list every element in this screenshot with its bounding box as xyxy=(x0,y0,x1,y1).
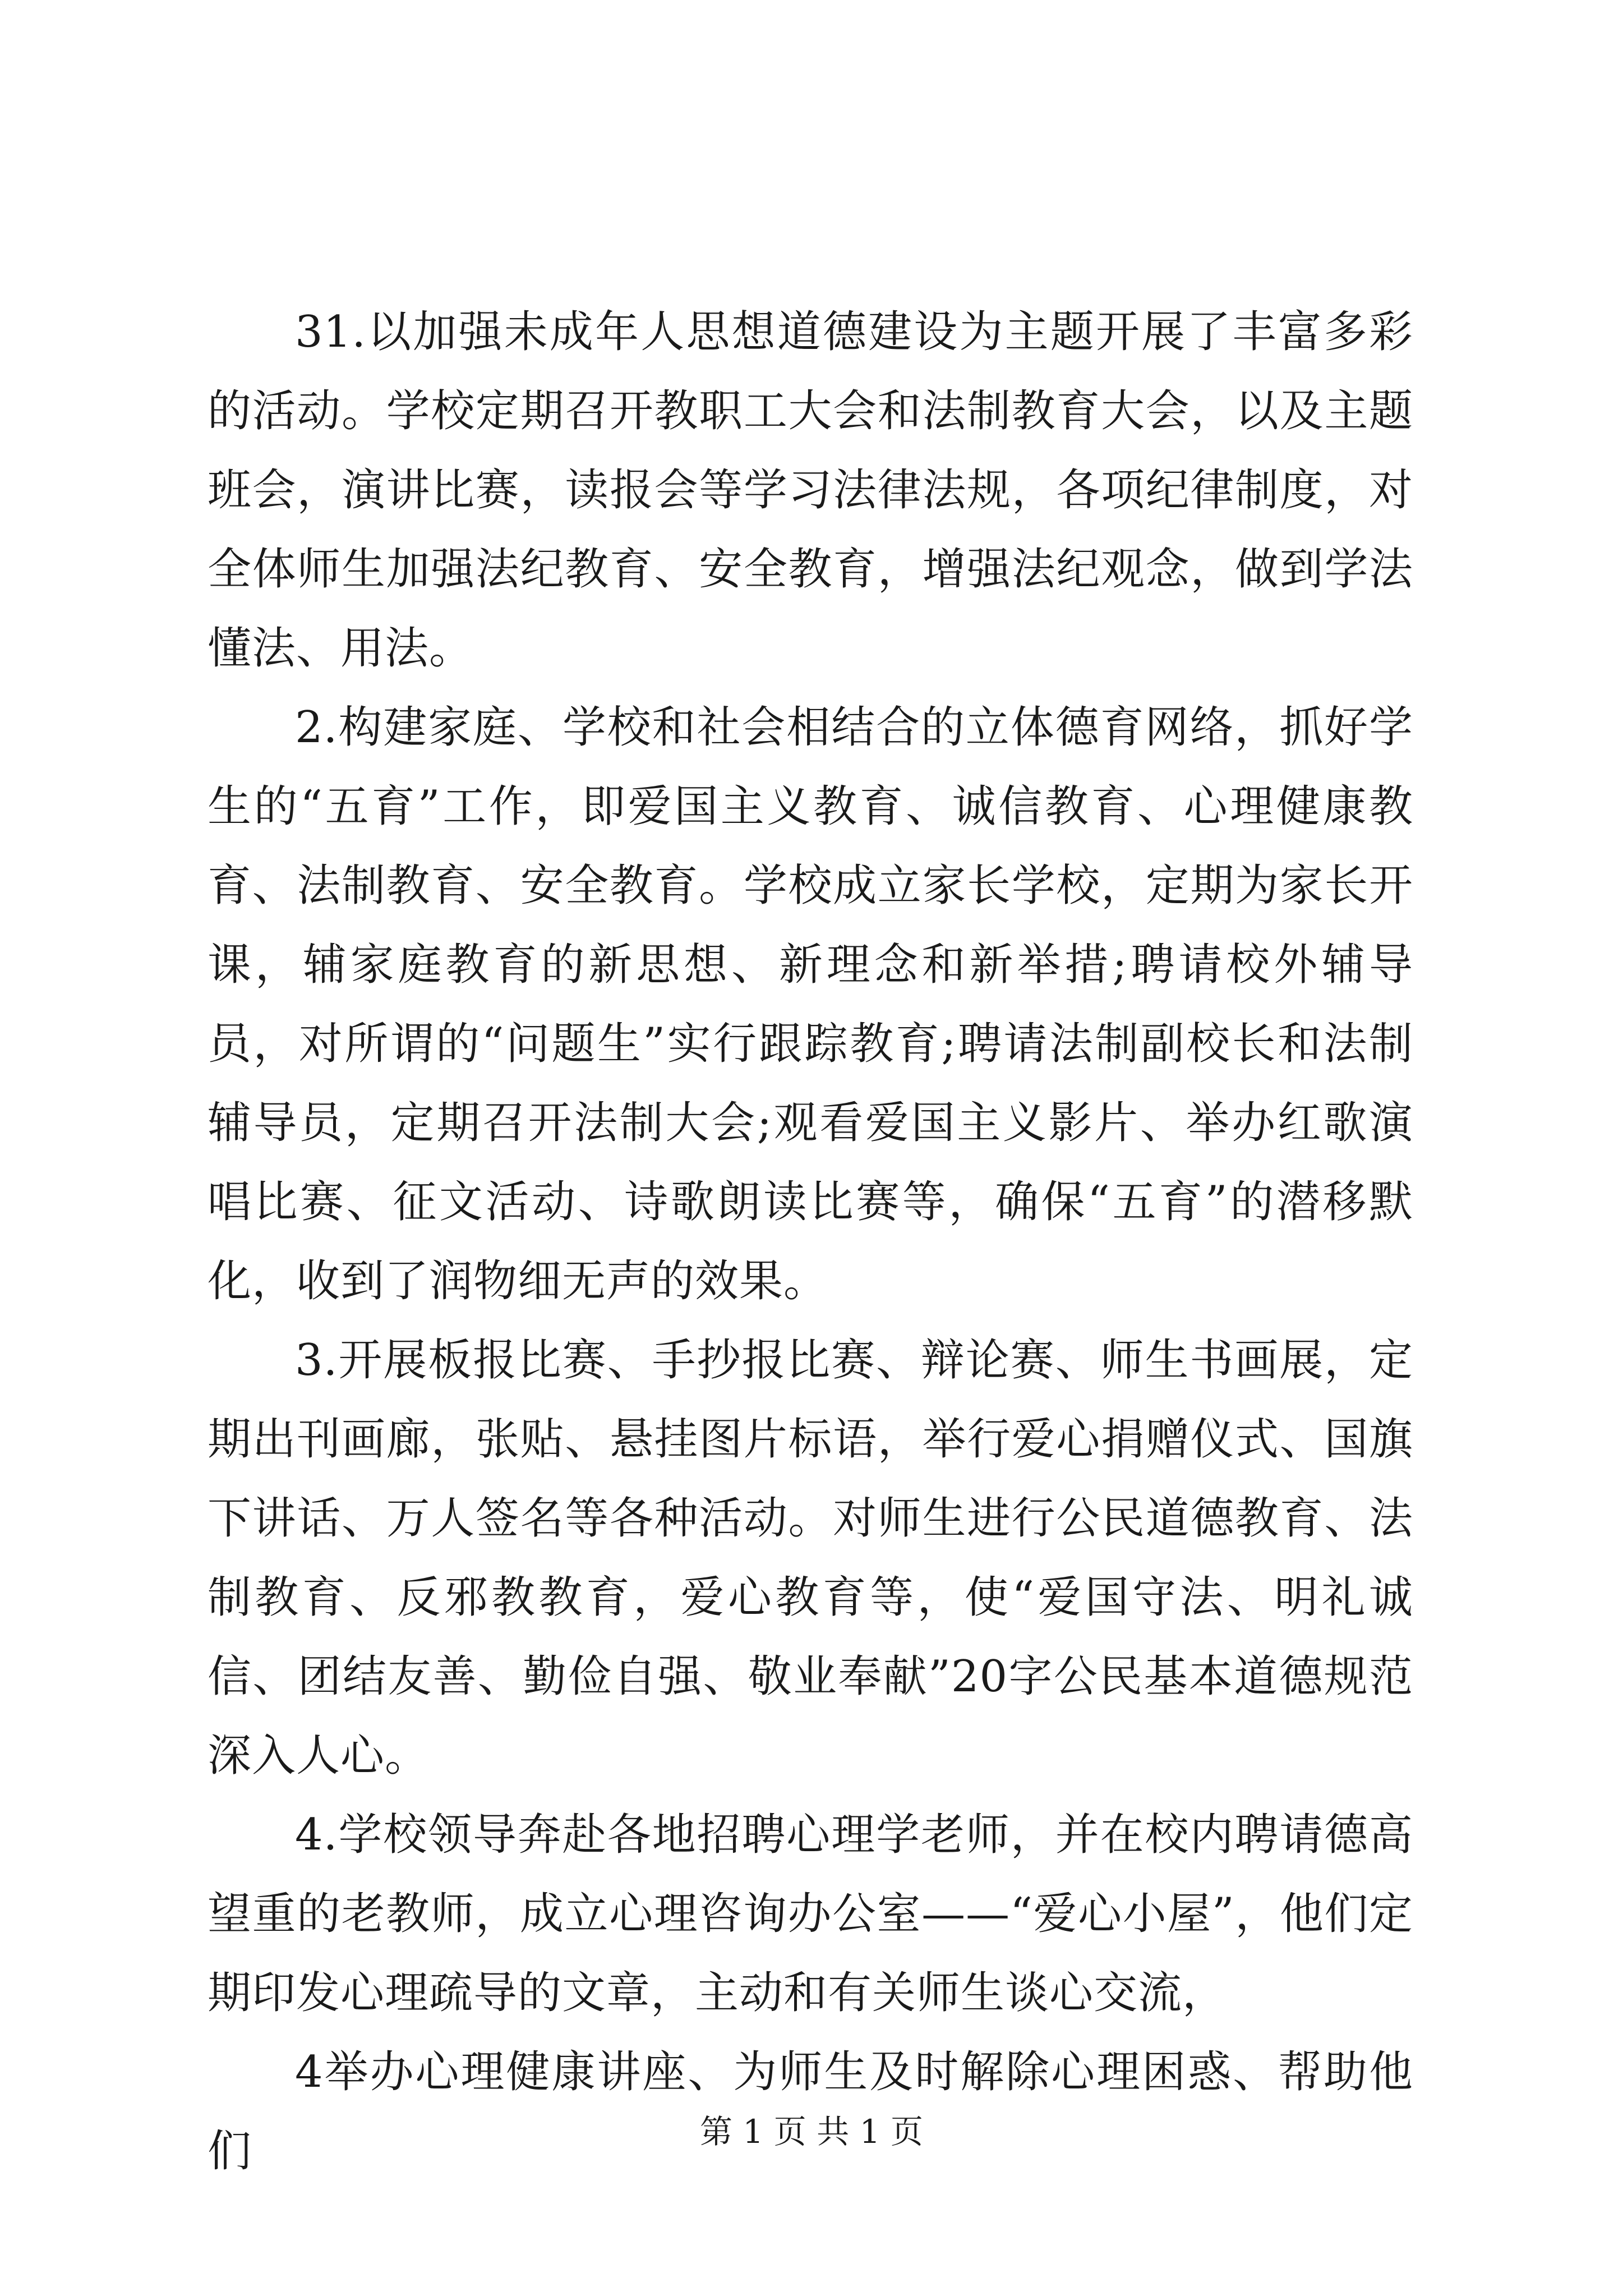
paragraph-3: 3.开展板报比赛、手抄报比赛、辩论赛、师生书画展，定期出刊画廊，张贴、悬挂图片标语，举行爱心捐赠仪式、国旗下讲话、万人签名等各种活动。对师生进行公民道德教育、法制教育、反邪教教育，爱心教育等，使“爱国守法、明礼诚信、团结友善、勤俭自强、敬业奉献”20字公民基本道德规范深入人心。 xyxy=(208,1335,1413,1781)
page-footer: 第 1 页 共 1 页 xyxy=(700,2113,923,2151)
paragraph-4: 4.学校领导奔赴各地招聘心理学老师，并在校内聘请德高望重的老教师，成立心理咨询办公室——“爱心小屋”，他们定期印发心理疏导的文章，主动和有关师生谈心交流， xyxy=(208,1810,1413,2018)
paragraph-1: 31.以加强未成年人思想道德建设为主题开展了丰富多彩的活动。学校定期召开教职工大会和法制教育大会，以及主题班会，演讲比赛，读报会等学习法律法规，各项纪律制度，对全体师生加强法纪教育、安全教育，增强法纪观念，做到学法懂法、用法。 xyxy=(208,307,1413,674)
body-text xyxy=(208,293,1413,2191)
paragraph-5: 4举办心理健康讲座、为师生及时解除心理困惑、帮助他们 xyxy=(208,2047,1413,2177)
paragraph-2: 2.构建家庭、学校和社会相结合的立体德育网络，抓好学生的“五育”工作，即爱国主义教育、诚信教育、心理健康教育、法制教育、安全教育。学校成立家长学校，定期为家长开课，辅家庭教育的新思想、新理念和新举措;聘请校外辅导员，对所谓的“问题生”实行跟踪教育;聘请法制副校长和法制辅导员，定期召开法制大会;观看爱国主义影片、举办红歌演唱比赛、征文活动、诗歌朗读比赛等，确保“五育”的潜移默化，收到了润物细无声的效果。 xyxy=(208,702,1413,1306)
